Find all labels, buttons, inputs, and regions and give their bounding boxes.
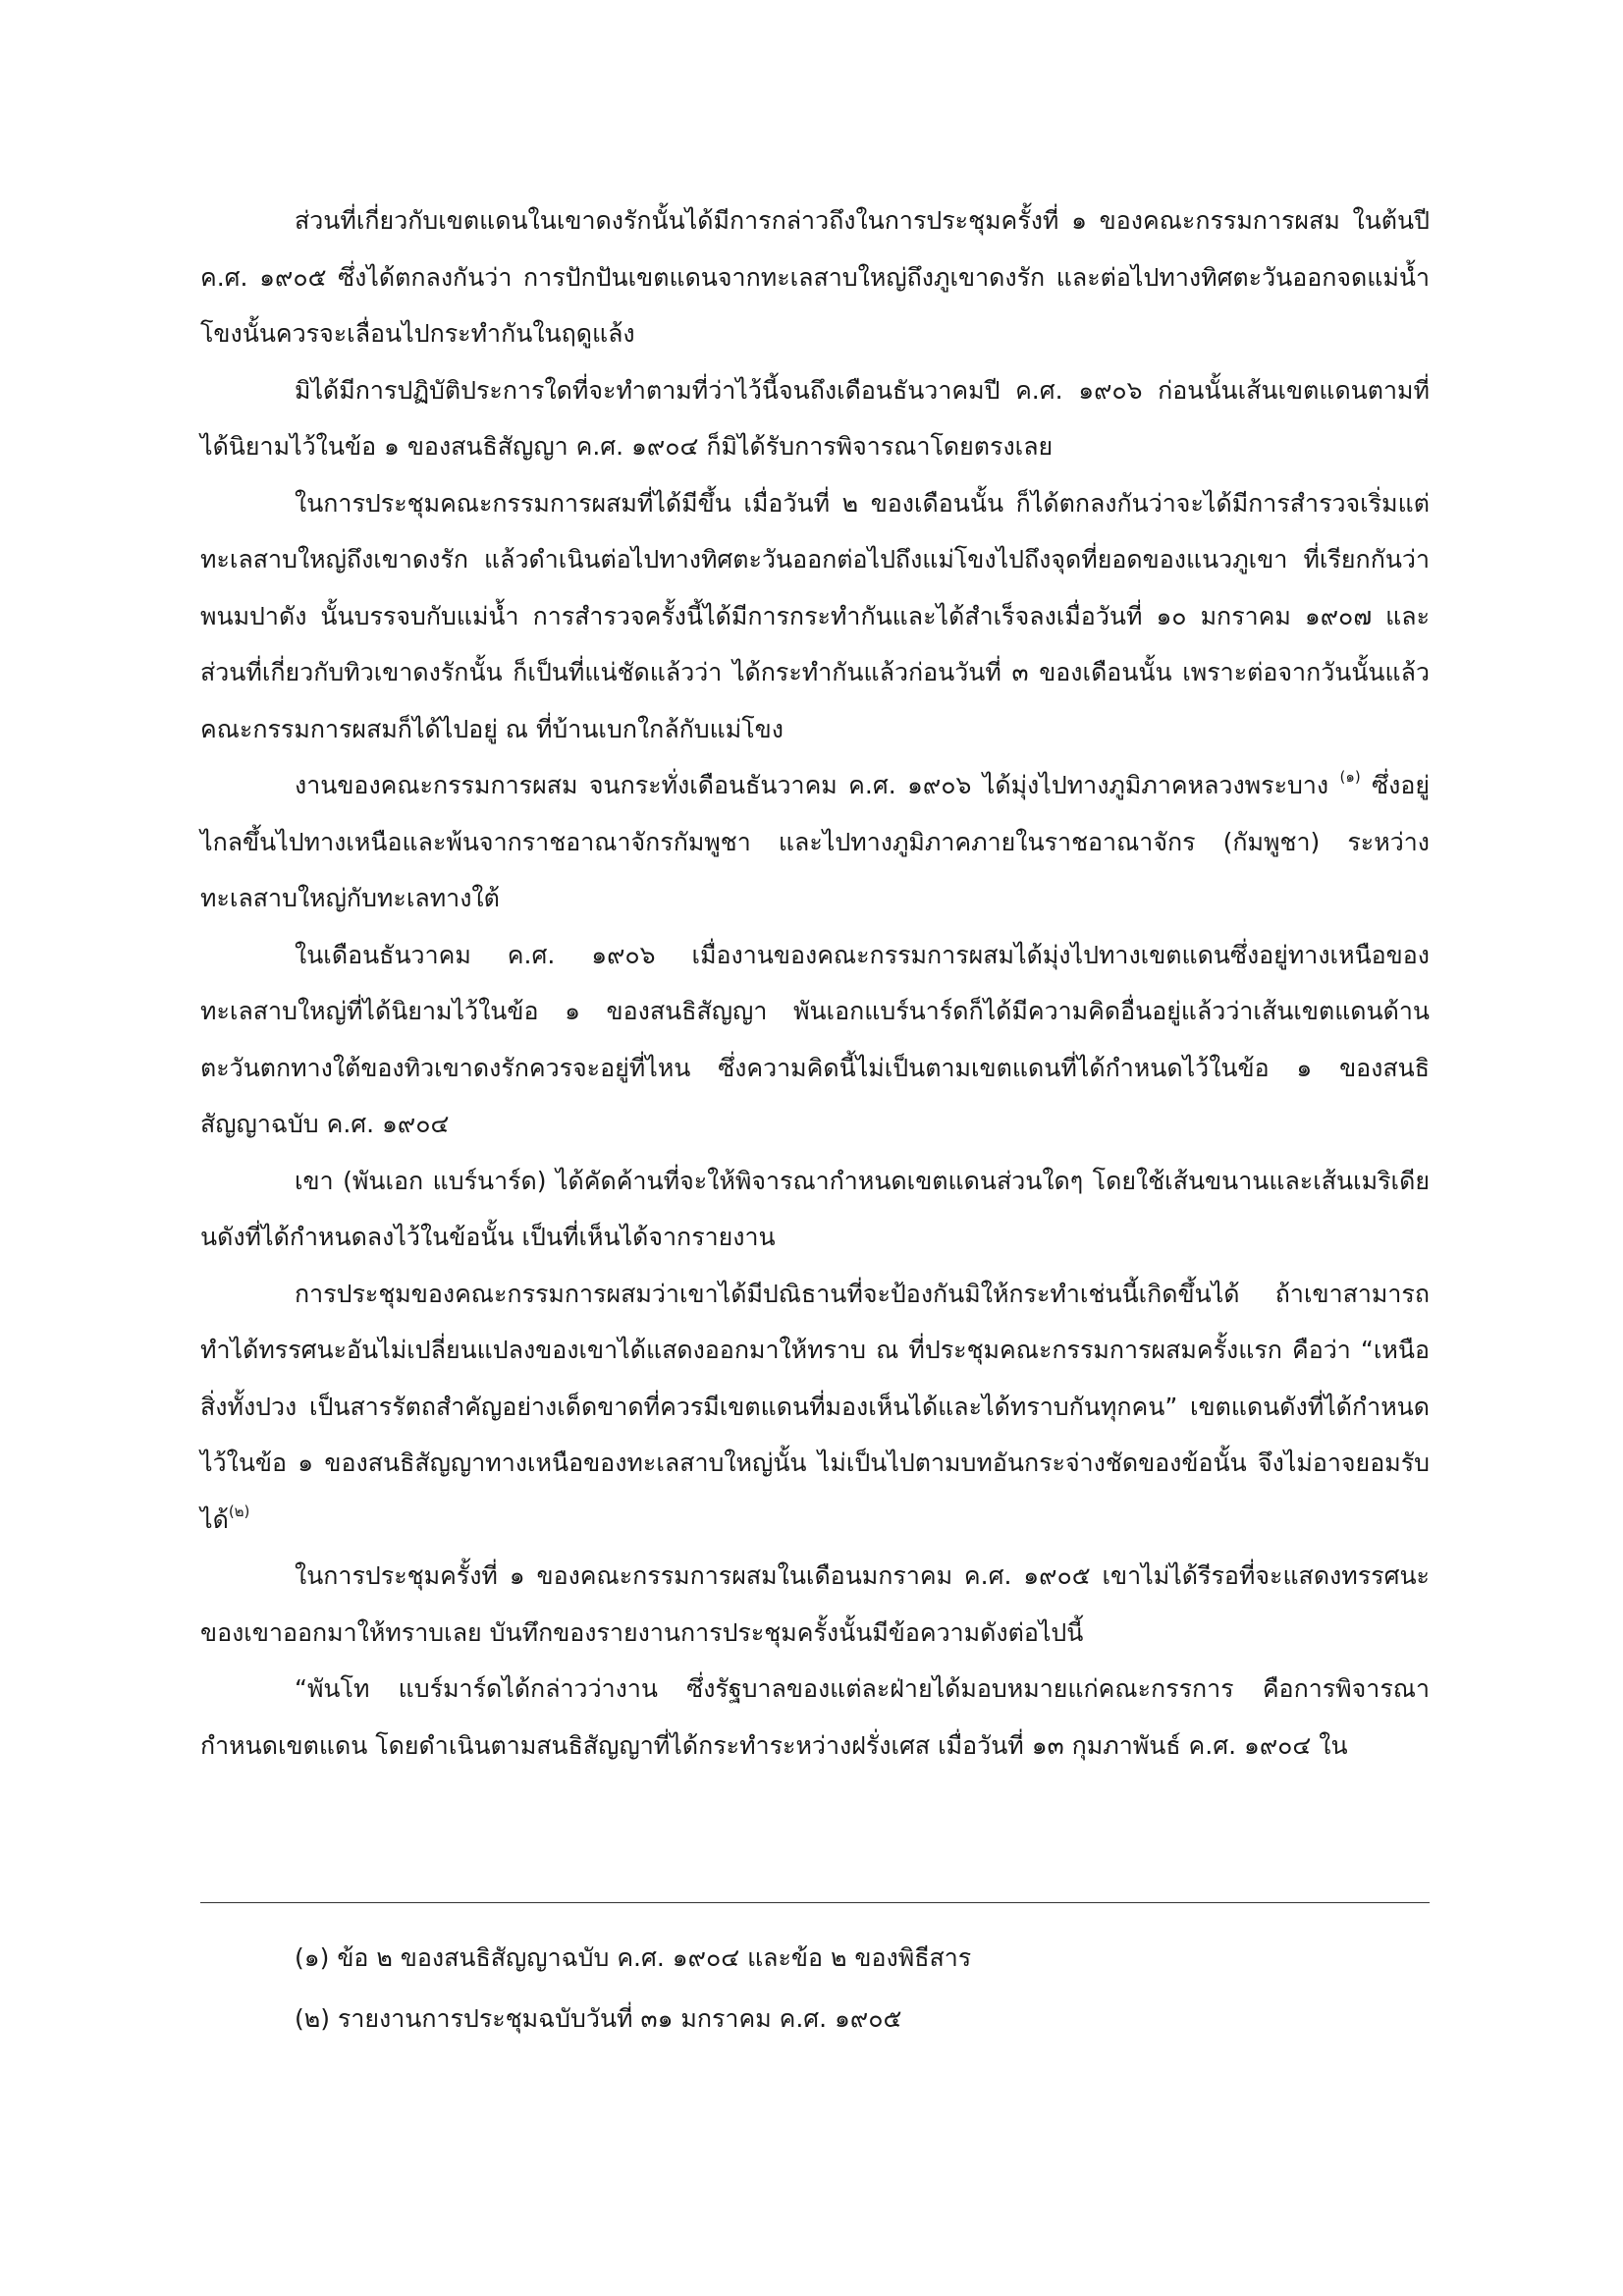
paragraph-text: มิได้มีการปฏิบัติประการใดที่จะทำตามที่ว่าไว้นี้จนถึงเดือนธันวาคมปี ค.ศ. ๑๙๐๖ ก่อนนั้นเส้นเขตแดนตามที่ได้นิยามไว้ในข้อ ๑ ของสนธิสัญญา ค.ศ. ๑๙๐๔ ก็มิได้รับการพิจารณาโดยตรงเลย	[200, 375, 1430, 461]
footnote-reference: (๒)	[228, 1502, 250, 1520]
footnote-separator	[200, 1902, 1430, 1903]
paragraph	[200, 1153, 1430, 1266]
paragraph-text: การประชุมของคณะกรรมการผสมว่าเขาได้มีปณิธานที่จะป้องกันมิให้กระทำเช่นนี้เกิดขึ้นได้ ถ้าเขาสามารถทำได้ทรรศนะอันไม่เปลี่ยนแปลงของเขาได้แสดงออกมาให้ทราบ ณ ที่ประชุมคณะกรรมการผสมครั้งแรก คือว่า “เหนือสิ่งทั้งปวง เป็นสารรัตถสำคัญอย่างเด็ดขาดที่ควรมีเขตแดนที่มองเห็นได้และได้ทราบกันทุกคน” เขตแดนดังที่ได้กำหนดไว้ในข้อ ๑ ของสนธิสัญญาทางเหนือของทะเลสาบใหญ่นั้น ไม่เป็นไปตามบทอันกระจ่างชัดของข้อนั้น จึงไม่อาจยอมรับได้	[200, 1279, 1430, 1534]
paragraph-text: ซึ่งอยู่ไกลขึ้นไปทางเหนือและพ้นจากราชอาณาจักรกัมพูชา และไปทางภูมิภาคภายในราชอาณาจักร (กัมพูชา) ระหว่างทะเลสาบใหญ่กับทะเลทางใต้	[200, 771, 1431, 912]
paragraph	[200, 1548, 1430, 1661]
paragraph-text: ในการประชุมคณะกรรมการผสมที่ได้มีขึ้น เมื่อวันที่ ๒ ของเดือนนั้น ก็ได้ตกลงกันว่าจะได้มีการสำรวจเริ่มแต่ทะเลสาบใหญ่ถึงเขาดงรัก แล้วดำเนินต่อไปทางทิศตะวันออกต่อไปถึงแม่โขงไปถึงจุดที่ยอดของแนวภูเขา ที่เรียกกันว่า พนมปาดัง นั้นบรรจบกับแม่น้ำ การสำรวจครั้งนี้ได้มีการกระทำกันและได้สำเร็จลงเมื่อวันที่ ๑๐ มกราคม ๑๙๐๗ และส่วนที่เกี่ยวกับทิวเขาดงรักนั้น ก็เป็นที่แน่ชัดแล้วว่า ได้กระทำกันแล้วก่อนวันที่ ๓ ของเดือนนั้น เพราะต่อจากวันนั้นแล้ว คณะกรรมการผสมก็ได้ไปอยู่ ณ ที่บ้านเบกใกล้กับแม่โขง	[200, 488, 1430, 743]
paragraph-text: ส่วนที่เกี่ยวกับเขตแดนในเขาดงรักนั้นได้มีการกล่าวถึงในการประชุมครั้งที่ ๑ ของคณะกรรมการผสม ในต้นปี ค.ศ. ๑๙๐๕ ซึ่งได้ตกลงกันว่า การปักปันเขตแดนจากทะเลสาบใหญ่ถึงภูเขาดงรัก และต่อไปทางทิศตะวันออกจดแม่น้ำโขงนั้นควรจะเลื่อนไปกระทำกันในฤดูแล้ง	[200, 206, 1430, 348]
paragraph	[200, 1266, 1430, 1549]
footnote: (๑) ข้อ ๒ ของสนธิสัญญาฉบับ ค.ศ. ๑๙๐๔ และข้อ ๒ ของพิธีสาร	[295, 1943, 972, 1972]
footnotes	[295, 1928, 1375, 2050]
paragraph	[200, 757, 1430, 927]
paragraph-text: ในเดือนธันวาคม ค.ศ. ๑๙๐๖ เมื่องานของคณะกรรมการผสมได้มุ่งไปทางเขตแดนซึ่งอยู่ทางเหนือของทะเลสาบใหญ่ที่ได้นิยามไว้ในข้อ ๑ ของสนธิสัญญา พันเอกแบร์นาร์ดก็ได้มีความคิดอื่นอยู่แล้วว่าเส้นเขตแดนด้านตะวันตกทางใต้ของทิวเขาดงรักควรจะอยู่ที่ไหน ซึ่งความคิดนี้ไม่เป็นตามเขตแดนที่ได้กำหนดไว้ในข้อ ๑ ของสนธิสัญญาฉบับ ค.ศ. ๑๙๐๔	[200, 940, 1430, 1138]
paragraph	[200, 362, 1430, 475]
paragraph	[200, 475, 1430, 758]
footnote: (๒) รายงานการประชุมฉบับวันที่ ๓๑ มกราคม ค.ศ. ๑๙๐๕	[295, 2004, 902, 2033]
body-text	[200, 192, 1430, 1774]
paragraph-text: เขา (พันเอก แบร์นาร์ด) ได้คัดค้านที่จะให้พิจารณากำหนดเขตแดนส่วนใดๆ โดยใช้เส้นขนานและเส้นเมริเดียนดังที่ได้กำหนดลงไว้ในข้อนั้น เป็นที่เห็นได้จากรายงาน	[200, 1166, 1430, 1251]
paragraph	[200, 927, 1430, 1153]
footnote-reference: (๑)	[1339, 768, 1361, 786]
paragraph-text: งานของคณะกรรมการผสม จนกระทั่งเดือนธันวาคม ค.ศ. ๑๙๐๖ ได้มุ่งไปทางภูมิภาคหลวงพระบาง	[295, 771, 1340, 799]
paragraph	[200, 192, 1430, 362]
paragraph	[200, 1661, 1430, 1774]
paragraph-text: ในการประชุมครั้งที่ ๑ ของคณะกรรมการผสมในเดือนมกราคม ค.ศ. ๑๙๐๕ เขาไม่ได้รีรอที่จะแสดงทรรศนะของเขาออกมาให้ทราบเลย บันทึกของรายงานการประชุมครั้งนั้นมีข้อความดังต่อไปนี้	[200, 1561, 1430, 1647]
paragraph-text: “พันโท แบร์มาร์ดได้กล่าวว่างาน ซึ่งรัฐบาลของแต่ละฝ่ายได้มอบหมายแก่คณะกรรการ คือการพิจารณากำหนดเขตแดน โดยดำเนินตามสนธิสัญญาที่ได้กระทำระหว่างฝรั่งเศส เมื่อวันที่ ๑๓ กุมภาพันธ์ ค.ศ. ๑๙๐๔ ใน	[200, 1674, 1430, 1760]
